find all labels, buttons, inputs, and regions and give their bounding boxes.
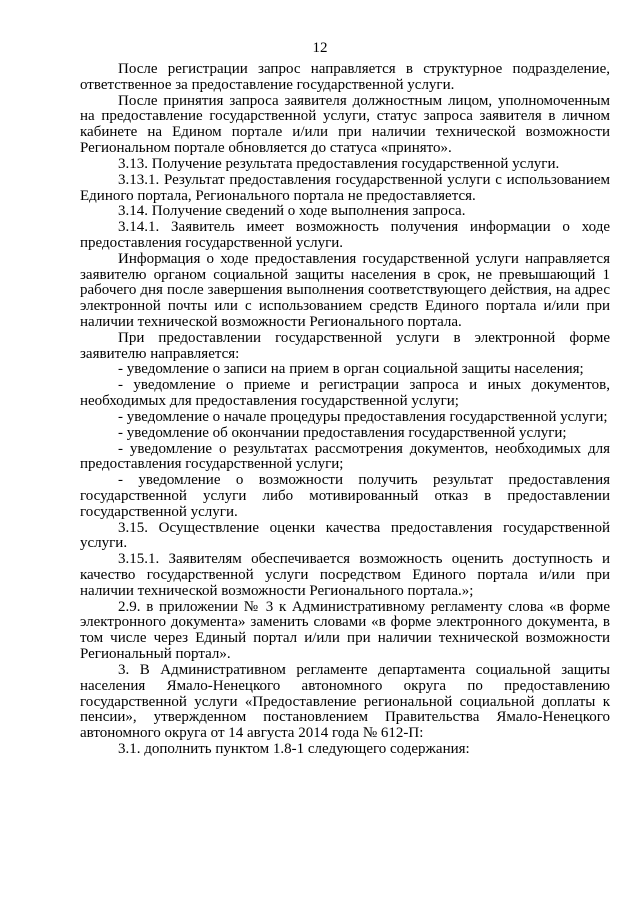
list-item: - уведомление о результатах рассмотрения документов, необходимых для предоставления государственной услуги; xyxy=(80,440,610,473)
paragraph: 3.1. дополнить пунктом 1.8-1 следующего содержания: xyxy=(118,740,470,757)
paragraph: 3.14.1. Заявитель имеет возможность получения информации о ходе предоставления государственной услуги. xyxy=(80,219,610,251)
paragraph: После принятия запроса заявителя должностным лицом, уполномоченным на предоставление государственной услуги, статус запроса заявителя в личном кабинете на Едином портале и/или при наличии технической возможности Региональном портале обновляется до статуса «принято». xyxy=(80,92,610,157)
document-body xyxy=(80,62,610,758)
list-item: - уведомление о начале процедуры предоставления государственной услуги; xyxy=(118,408,608,425)
paragraph: При предоставлении государственной услуги в электронной форме заявителю направляется: xyxy=(80,329,610,362)
list-item: - уведомление об окончании предоставления государственной услуги; xyxy=(118,424,567,441)
section-heading: 3.15. Осуществление оценки качества предоставления государственной услуги. xyxy=(80,519,610,552)
paragraph: 3. В Административном регламенте департамента социальной защиты населения Ямало-Ненецкого автономного округа по предоставлению государственной услуги «Предоставление региональной социальной доплаты к пенсии», утвержденном постановлением Правительства Ямало-Ненецкого автономного округа от 14 августа 2014 года № 612-П: xyxy=(80,661,610,742)
list-item: - уведомление о записи на прием в орган социальной защиты населения; xyxy=(118,361,584,378)
paragraph: 3.15.1. Заявителям обеспечивается возможность оценить доступность и качество государственной услуги посредством Единого портала и/или при наличии технической возможности Регионального портала.»; xyxy=(80,551,610,599)
section-heading: 3.14. Получение сведений о ходе выполнения запроса. xyxy=(118,203,466,220)
list-item: - уведомление о приеме и регистрации запроса и иных документов, необходимых для предоставления государственной услуги; xyxy=(80,377,610,410)
list-item: - уведомление о возможности получить результат предоставления государственной услуги либо мотивированный отказ в предоставлении государственной услуги. xyxy=(80,472,610,520)
paragraph: 2.9. в приложении № 3 к Административному регламенту слова «в форме электронного документа» заменить словами «в форме электронного документа, в том числе через Единый портал и/или при наличии технической возможности Региональный портал». xyxy=(80,598,610,663)
paragraph: 3.13.1. Результат предоставления государственной услуги с использованием Единого портала, Регионального портала не предоставляется. xyxy=(80,171,610,204)
paragraph: Информация о ходе предоставления государственной услуги направляется заявителю органом социальной защиты населения в срок, не превышающий 1 рабочего дня после завершения выполнения соответствующего действия, на адрес электронной почты или с использованием средств Единого портала и/или при наличии технической возможности Регионального портала. xyxy=(80,250,610,330)
page-number: 12 xyxy=(312,40,328,56)
section-heading: 3.13. Получение результата предоставления государственной услуги. xyxy=(118,155,560,172)
paragraph: После регистрации запрос направляется в структурное подразделение, ответственное за предоставление государственной услуги. xyxy=(80,61,610,93)
